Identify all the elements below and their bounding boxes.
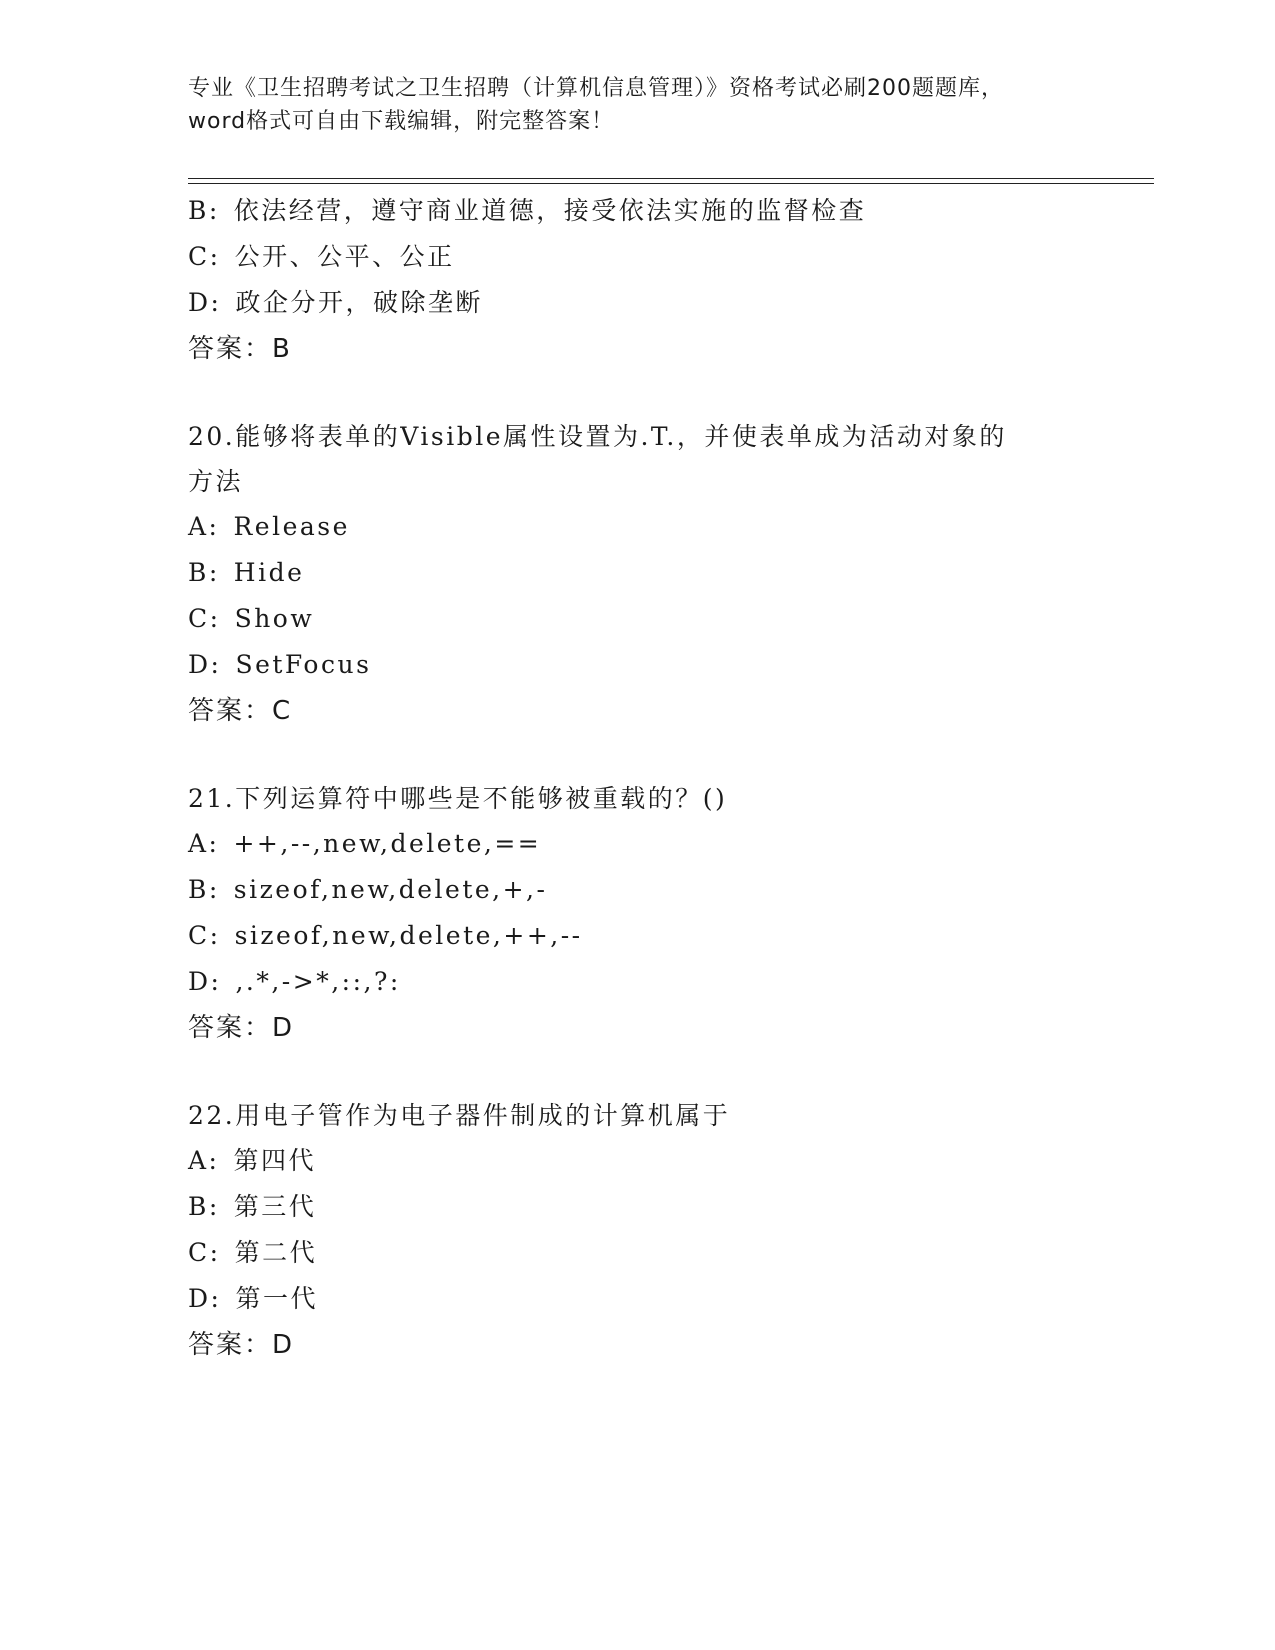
question-22 xyxy=(188,1093,1088,1368)
option-d: D: 政企分开，破除垄断 xyxy=(188,288,483,317)
question-21 xyxy=(188,776,1088,1051)
option-c: C: 公开、公平、公正 xyxy=(188,242,455,271)
answer: 答案：B xyxy=(188,334,292,364)
option-b: B: 依法经营，遵守商业道德，接受依法实施的监督检查 xyxy=(188,196,867,225)
answer: 答案：D xyxy=(188,1330,295,1360)
question-19-tail xyxy=(188,188,1088,372)
question-stem: 21.下列运算符中哪些是不能够被重载的？() xyxy=(188,784,728,813)
answer: 答案：C xyxy=(188,696,293,726)
header-line-2: word格式可自由下载编辑，附完整答案！ xyxy=(188,109,615,134)
question-20 xyxy=(188,414,1088,734)
header-divider-bottom xyxy=(188,183,1154,184)
option-c: C: Show xyxy=(188,604,315,633)
question-stem: 20.能够将表单的Visible属性设置为.T.，并使表单成为活动对象的 方法 xyxy=(188,422,1007,496)
option-d: D: ,.*,->*,::,?: xyxy=(188,967,401,996)
header-line-1: 专业《卫生招聘考试之卫生招聘（计算机信息管理）》资格考试必刷200题题库， xyxy=(188,76,1004,101)
question-stem: 22.用电子管作为电子器件制成的计算机属于 xyxy=(188,1101,731,1130)
document-header xyxy=(188,72,1088,138)
option-a: A: Release xyxy=(188,512,350,541)
option-a: A: 第四代 xyxy=(188,1146,316,1175)
option-b: B: sizeof,new,delete,+,- xyxy=(188,875,548,904)
answer: 答案：D xyxy=(188,1013,295,1043)
option-d: D: 第一代 xyxy=(188,1284,318,1313)
option-b: B: 第三代 xyxy=(188,1192,317,1221)
option-c: C: sizeof,new,delete,++,-- xyxy=(188,921,583,950)
header-divider-top xyxy=(188,178,1154,179)
option-d: D: SetFocus xyxy=(188,650,372,679)
option-a: A: ++,--,new,delete,== xyxy=(188,829,542,858)
option-c: C: 第二代 xyxy=(188,1238,318,1267)
question-list xyxy=(188,188,1088,1368)
option-b: B: Hide xyxy=(188,558,305,587)
